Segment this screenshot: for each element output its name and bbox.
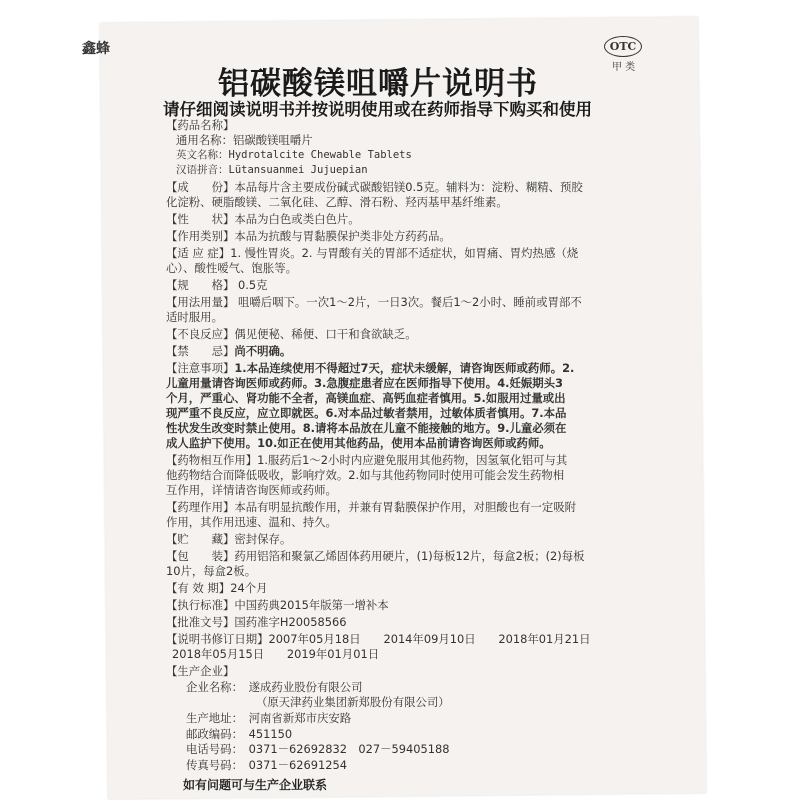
standard: 【执行标准】中国药典2015年版第一增补本: [166, 598, 389, 612]
category: 【作用类别】本品为抗酸与胃黏膜保护类非处方药药品。: [166, 229, 451, 243]
package-2: 10片，每盒2板。: [166, 564, 257, 578]
footer-note: 如有问题可与生产企业联系: [183, 778, 328, 792]
page-title: 铝碳酸镁咀嚼片说明书: [218, 66, 538, 102]
dosage-2: 适时服用。: [166, 310, 223, 324]
validity: 【有 效 期】24个月: [166, 581, 268, 595]
drug-name-heading: 【药品名称】: [166, 118, 235, 132]
company-name: 企业名称： 遂成药业股份有限公司: [186, 680, 363, 694]
pharmacology-2: 作用，其作用迅速、温和、持久。: [166, 515, 337, 529]
pinyin-name: 汉语拼音：Lütansuanmei Jujuepian: [176, 164, 368, 176]
storage: 【贮 藏】密封保存。: [166, 532, 292, 546]
company-former: （原天津药业集团新郑股份有限公司）: [256, 695, 450, 709]
generic-name: 通用名称：铝碳酸镁咀嚼片: [176, 133, 313, 147]
specification: 【规 格】 0.5克: [166, 278, 268, 292]
approval: 【批准文号】国药准字H20058566: [166, 615, 347, 629]
precautions-2: 儿童用量请咨询医师或药师。3.急腹症患者应在医师指导下使用。4.妊娠期头3: [166, 376, 563, 390]
precautions-3: 个月，严重心、肾功能不全者，高镁血症、高钙血症者慎用。5.如服用过量或出: [166, 391, 566, 405]
postal: 邮政编码： 451150: [186, 727, 293, 741]
precautions-1: 【注意事项】1.本品连续使用不得超过7天，症状未缓解，请咨询医师或药师。2.: [166, 361, 575, 375]
dosage-1: 【用法用量】 咀嚼后咽下。一次1～2片，一日3次。餐后1～2小时、睡前或胃部不: [166, 295, 582, 309]
interaction-2: 他药物结合而降低吸收，影响疗效。2.如与其他药物同时使用可能会发生药物相: [166, 468, 565, 482]
contraindication: 【禁 忌】尚不明确。: [166, 344, 292, 358]
address: 生产地址： 河南省新郑市庆安路: [186, 711, 352, 725]
interaction-1: 【药物相互作用】1.服药后1～2小时内应避免服用其他药物，因氢氧化铝可与其: [166, 453, 568, 467]
otc-badge: OTC: [604, 36, 642, 57]
precautions-5: 性状发生改变时禁止使用。8.请将本品放在儿童不能接触的地方。9.儿童必须在: [166, 421, 567, 435]
otc-category: 甲 类: [612, 62, 636, 73]
indication-1: 【适 应 症】1. 慢性胃炎。2. 与胃酸有关的胃部不适症状，如胃痛、胃灼热感（烧: [166, 246, 579, 260]
precautions-4: 现严重不良反应，应立即就医。6.对本品过敏者禁用，过敏体质者慎用。7.本品: [166, 406, 567, 420]
composition-2: 化淀粉、硬脂酸镁、二氧化硅、乙醇、滑石粉、羟丙基甲基纤维素。: [166, 195, 508, 209]
indication-2: 心）、酸性嗳气、饱胀等。: [166, 261, 297, 275]
brand-logo: 鑫蜂: [82, 41, 110, 57]
phone: 电话号码： 0371－62692832 027－59405188: [186, 742, 450, 756]
revision-2: 2018年05月15日 2019年01月01日: [172, 647, 380, 661]
revision-1: 【说明书修订日期】2007年05月18日 2014年09月10日 2018年01月21日: [166, 632, 591, 646]
pharmacology-1: 【药理作用】本品有明显抗酸作用，并兼有胃黏膜保护作用，对胆酸也有一定吸附: [166, 500, 577, 514]
manufacturer-heading: 【生产企业】: [166, 664, 235, 678]
adverse: 【不良反应】偶见便秘、稀便、口干和食欲缺乏。: [166, 327, 417, 341]
english-name: 英文名称：Hydrotalcite Chewable Tablets: [176, 149, 412, 161]
interaction-3: 互作用，详情请咨询医师或药师。: [166, 483, 337, 497]
fax: 传真号码： 0371－62691254: [186, 758, 347, 772]
page-subtitle: 请仔细阅读说明书并按说明使用或在药师指导下购买和使用: [163, 100, 592, 119]
composition-1: 【成 份】本品每片含主要成份碱式碳酸铝镁0.5克。辅料为：淀粉、糊精、预胶: [166, 180, 583, 194]
package-1: 【包 装】药用铝箔和聚氯乙烯固体药用硬片，(1)每板12片，每盒2板；(2)每板: [166, 549, 585, 563]
character: 【性 状】本品为白色或类白色片。: [166, 212, 360, 226]
precautions-6: 成人监护下使用。10.如正在使用其他药品，使用本品前请咨询医师或药师。: [166, 436, 551, 450]
